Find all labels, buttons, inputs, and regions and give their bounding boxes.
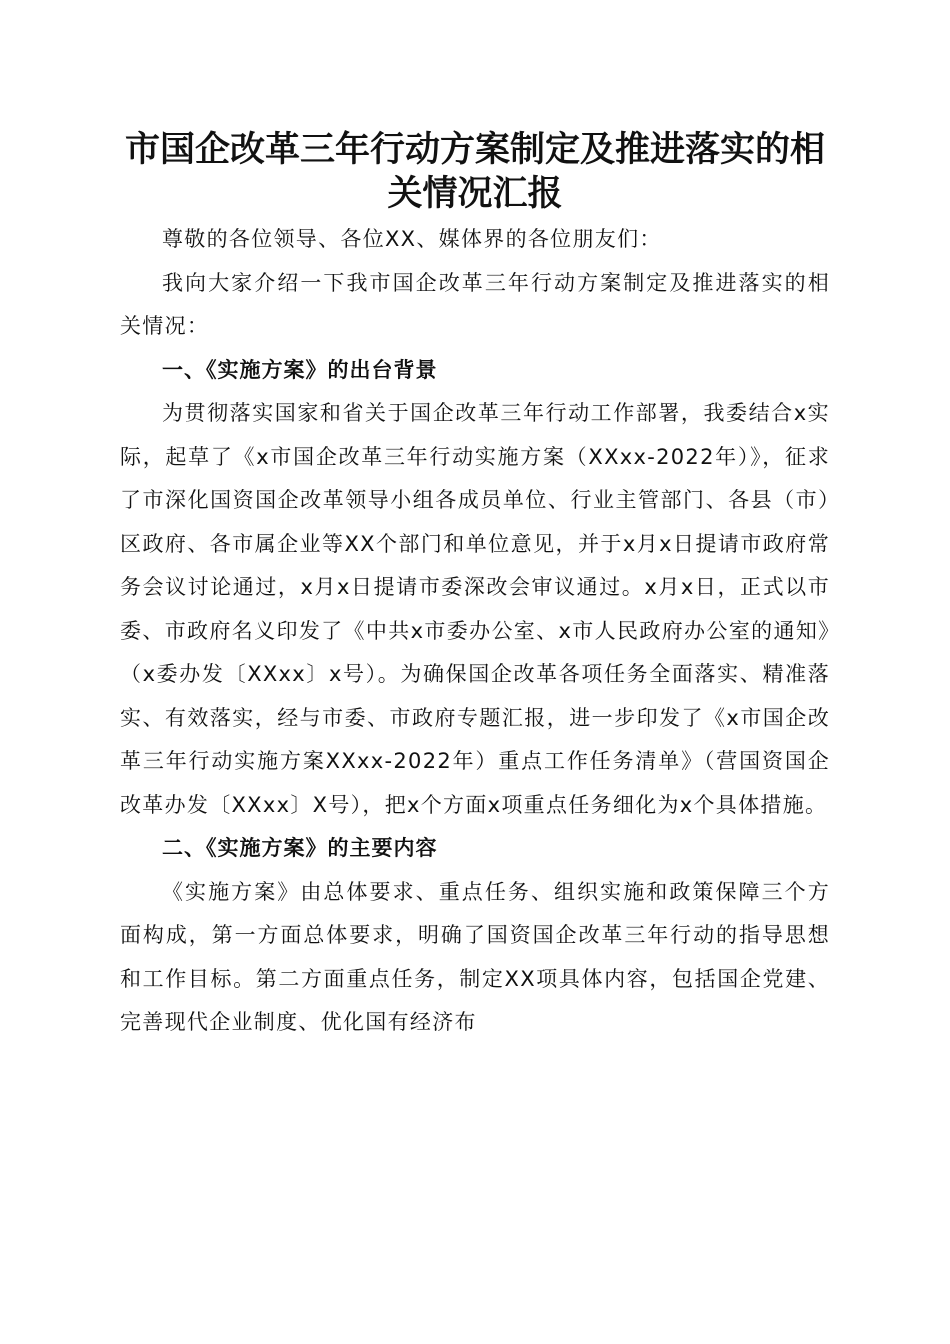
main-content-paragraph: 《实施方案》由总体要求、重点任务、组织实施和政策保障三个方面构成，第一方面总体要求，明确了国资国企改革三年行动的指导思想和工作目标。第二方面重点任务，制定XX项具体内容，包括国企党建、完善现代企业制度、优化国有经济布: [120, 879, 830, 1034]
salutation: 尊敬的各位领导、各位XX、媒体界的各位朋友们：: [162, 227, 662, 251]
section-heading-background: 一、《实施方案》的出台背景: [162, 357, 438, 382]
intro-paragraph: 我向大家介绍一下我市国企改革三年行动方案制定及推进落实的相关情况：: [120, 270, 830, 338]
section-heading-main-content: 二、《实施方案》的主要内容: [162, 836, 438, 860]
document-page: [120, 128, 830, 1045]
document-title: 市国企改革三年行动方案制定及推进落实的相关情况汇报: [124, 129, 825, 214]
background-paragraph: 为贯彻落实国家和省关于国企改革三年行动工作部署，我委结合x实际，起草了《x市国企改革三年行动实施方案（XXxx-2022年）》，征求了市深化国资国企改革领导小组各成员单位、行业主管部门、各县（市）区政府、各市属企业等XX个部门和单位意见，并于x月x日提请市政府常务会议讨论通过，x月x日提请市委深改会审议通过。x月x日，正式以市委、市政府名义印发了《中共x市委办公室、x市人民政府办公室的通知》（x委办发〔XXxx〕x号）。为确保国企改革各项任务全面落实、精准落实、有效落实，经与市委、市政府专题汇报，进一步印发了《x市国企改革三年行动实施方案XXxx-2022年）重点工作任务清单》（营国资国企改革办发〔XXxx〕X号），把x个方面x项重点任务细化为x个具体措施。: [120, 401, 830, 817]
